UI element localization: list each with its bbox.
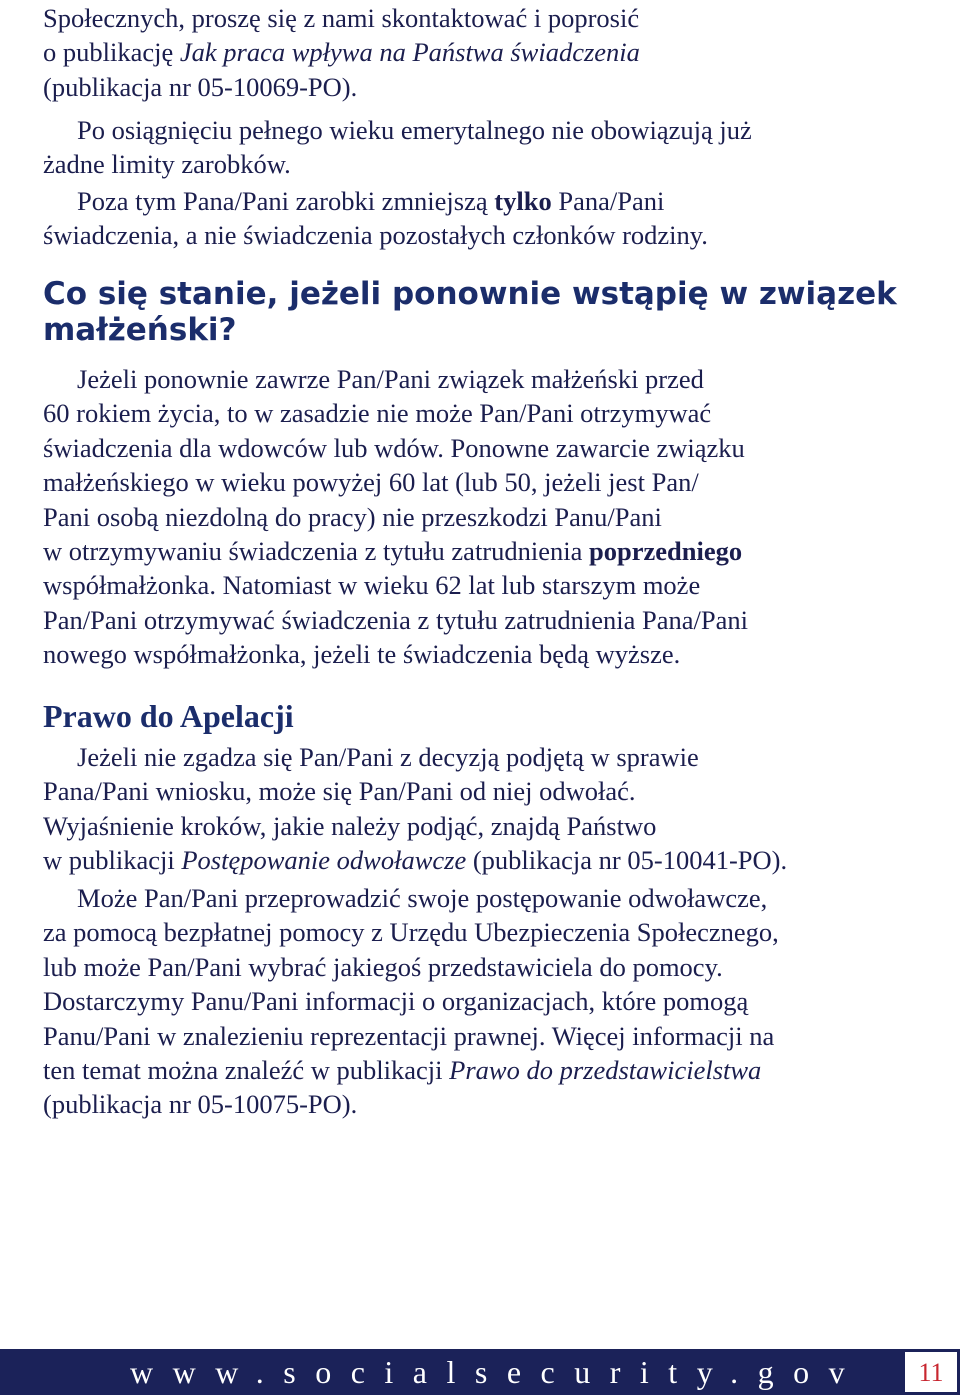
text-line (43, 1053, 779, 1087)
text-line: Społecznych, proszę się z nami skontaktować i poprosić (43, 3, 640, 33)
text-line: Wyjaśnienie kroków, jakie należy podjąć, znajdą Państwo (43, 810, 657, 841)
text-line: współmałżonka. Natomiast w wieku 62 lat lub starszym może (43, 570, 701, 601)
text-line: Jeżeli ponownie zawrze Pan/Pani związek małżeński przed (77, 364, 704, 394)
text-line: Panu/Pani w znalezieniu reprezentacji prawnej. Więcej informacji na (43, 1020, 775, 1051)
text-line: Pani osobą niezdolną do pracy) nie przeszkodzi Panu/Pani (43, 501, 662, 532)
text-line: (publikacja nr 05-10075-PO). (43, 1089, 358, 1120)
text-line: żadne limity zarobków. (43, 149, 291, 180)
heading-line: Co się stanie, jeżeli ponownie wstąpię w związek (43, 276, 897, 312)
emphasis: tylko (494, 186, 552, 216)
heading-line: małżeński? (43, 312, 237, 348)
text-line (43, 184, 708, 218)
publication-title: Prawo do przedstawicielstwa (449, 1055, 762, 1086)
paragraph-representation (43, 881, 779, 1122)
text-line: małżeńskiego w wieku powyżej 60 lat (lub 50, jeżeli jest Pan/ (43, 467, 699, 498)
text-segment: Pana/Pani (551, 186, 665, 216)
text-line (43, 843, 787, 877)
text-line: Po osiągnięciu pełnego wieku emerytalnego nie obowiązują już (77, 115, 752, 145)
text-segment: ten temat można znaleźć w publikacji (43, 1055, 450, 1086)
footer-website-url[interactable]: www.socialsecurity.gov (130, 1354, 865, 1390)
text-line: Może Pan/Pani przeprowadzić swoje postępowanie odwoławcze, (77, 883, 768, 913)
appeal-heading: Prawo do Apelacji (43, 698, 294, 734)
emphasis: poprzedniego (589, 536, 743, 567)
publication-title: Postępowanie odwoławcze (181, 845, 467, 876)
paragraph-remarriage (43, 362, 748, 672)
text-segment: (publikacja nr 05-10041-PO). (466, 845, 788, 876)
text-line (43, 534, 748, 568)
text-segment: w publikacji (43, 845, 182, 876)
question-heading (43, 276, 903, 348)
text-segment: w otrzymywaniu świadczenia z tytułu zatrudnienia (43, 536, 590, 567)
text-line: Dostarczymy Panu/Pani informacji o organizacjach, które pomogą (43, 986, 749, 1017)
text-line: świadczenia dla wdowców lub wdów. Ponowne zawarcie związku (43, 432, 745, 463)
text-line: 60 rokiem życia, to w zasadzie nie może Pan/Pani otrzymywać (43, 398, 712, 429)
text-line: świadczenia, a nie świadczenia pozostałych członków rodziny. (43, 220, 708, 251)
paragraph-earnings-reduce (43, 184, 708, 253)
page-number: 11 (905, 1352, 957, 1392)
publication-title: Jak praca wpływa na Państwa świadczenia (179, 37, 640, 68)
text-line: Pana/Pani wniosku, może się Pan/Pani od niej odwołać. (43, 776, 636, 807)
text-line: Jeżeli nie zgadza się Pan/Pani z decyzją podjętą w sprawie (77, 742, 699, 772)
text-line: lub może Pan/Pani wybrać jakiegoś przedstawiciela do pomocy. (43, 951, 723, 982)
paragraph-appeal (43, 740, 787, 878)
text-line (43, 35, 640, 69)
text-line: za pomocą bezpłatnej pomocy z Urzędu Ubezpieczenia Społecznego, (43, 917, 779, 948)
text-line: nowego współmałżonka, jeżeli te świadczenia będą wyższe. (43, 639, 681, 670)
text-line: (publikacja nr 05-10069-PO). (43, 71, 358, 102)
text-segment: Poza tym Pana/Pani zarobki zmniejszą (77, 186, 495, 216)
text-segment: o publikację (43, 37, 180, 68)
paragraph-publication-info (43, 1, 640, 104)
text-line: Pan/Pani otrzymywać świadczenia z tytułu zatrudnienia Pana/Pani (43, 604, 748, 635)
paragraph-full-retirement (43, 113, 752, 182)
